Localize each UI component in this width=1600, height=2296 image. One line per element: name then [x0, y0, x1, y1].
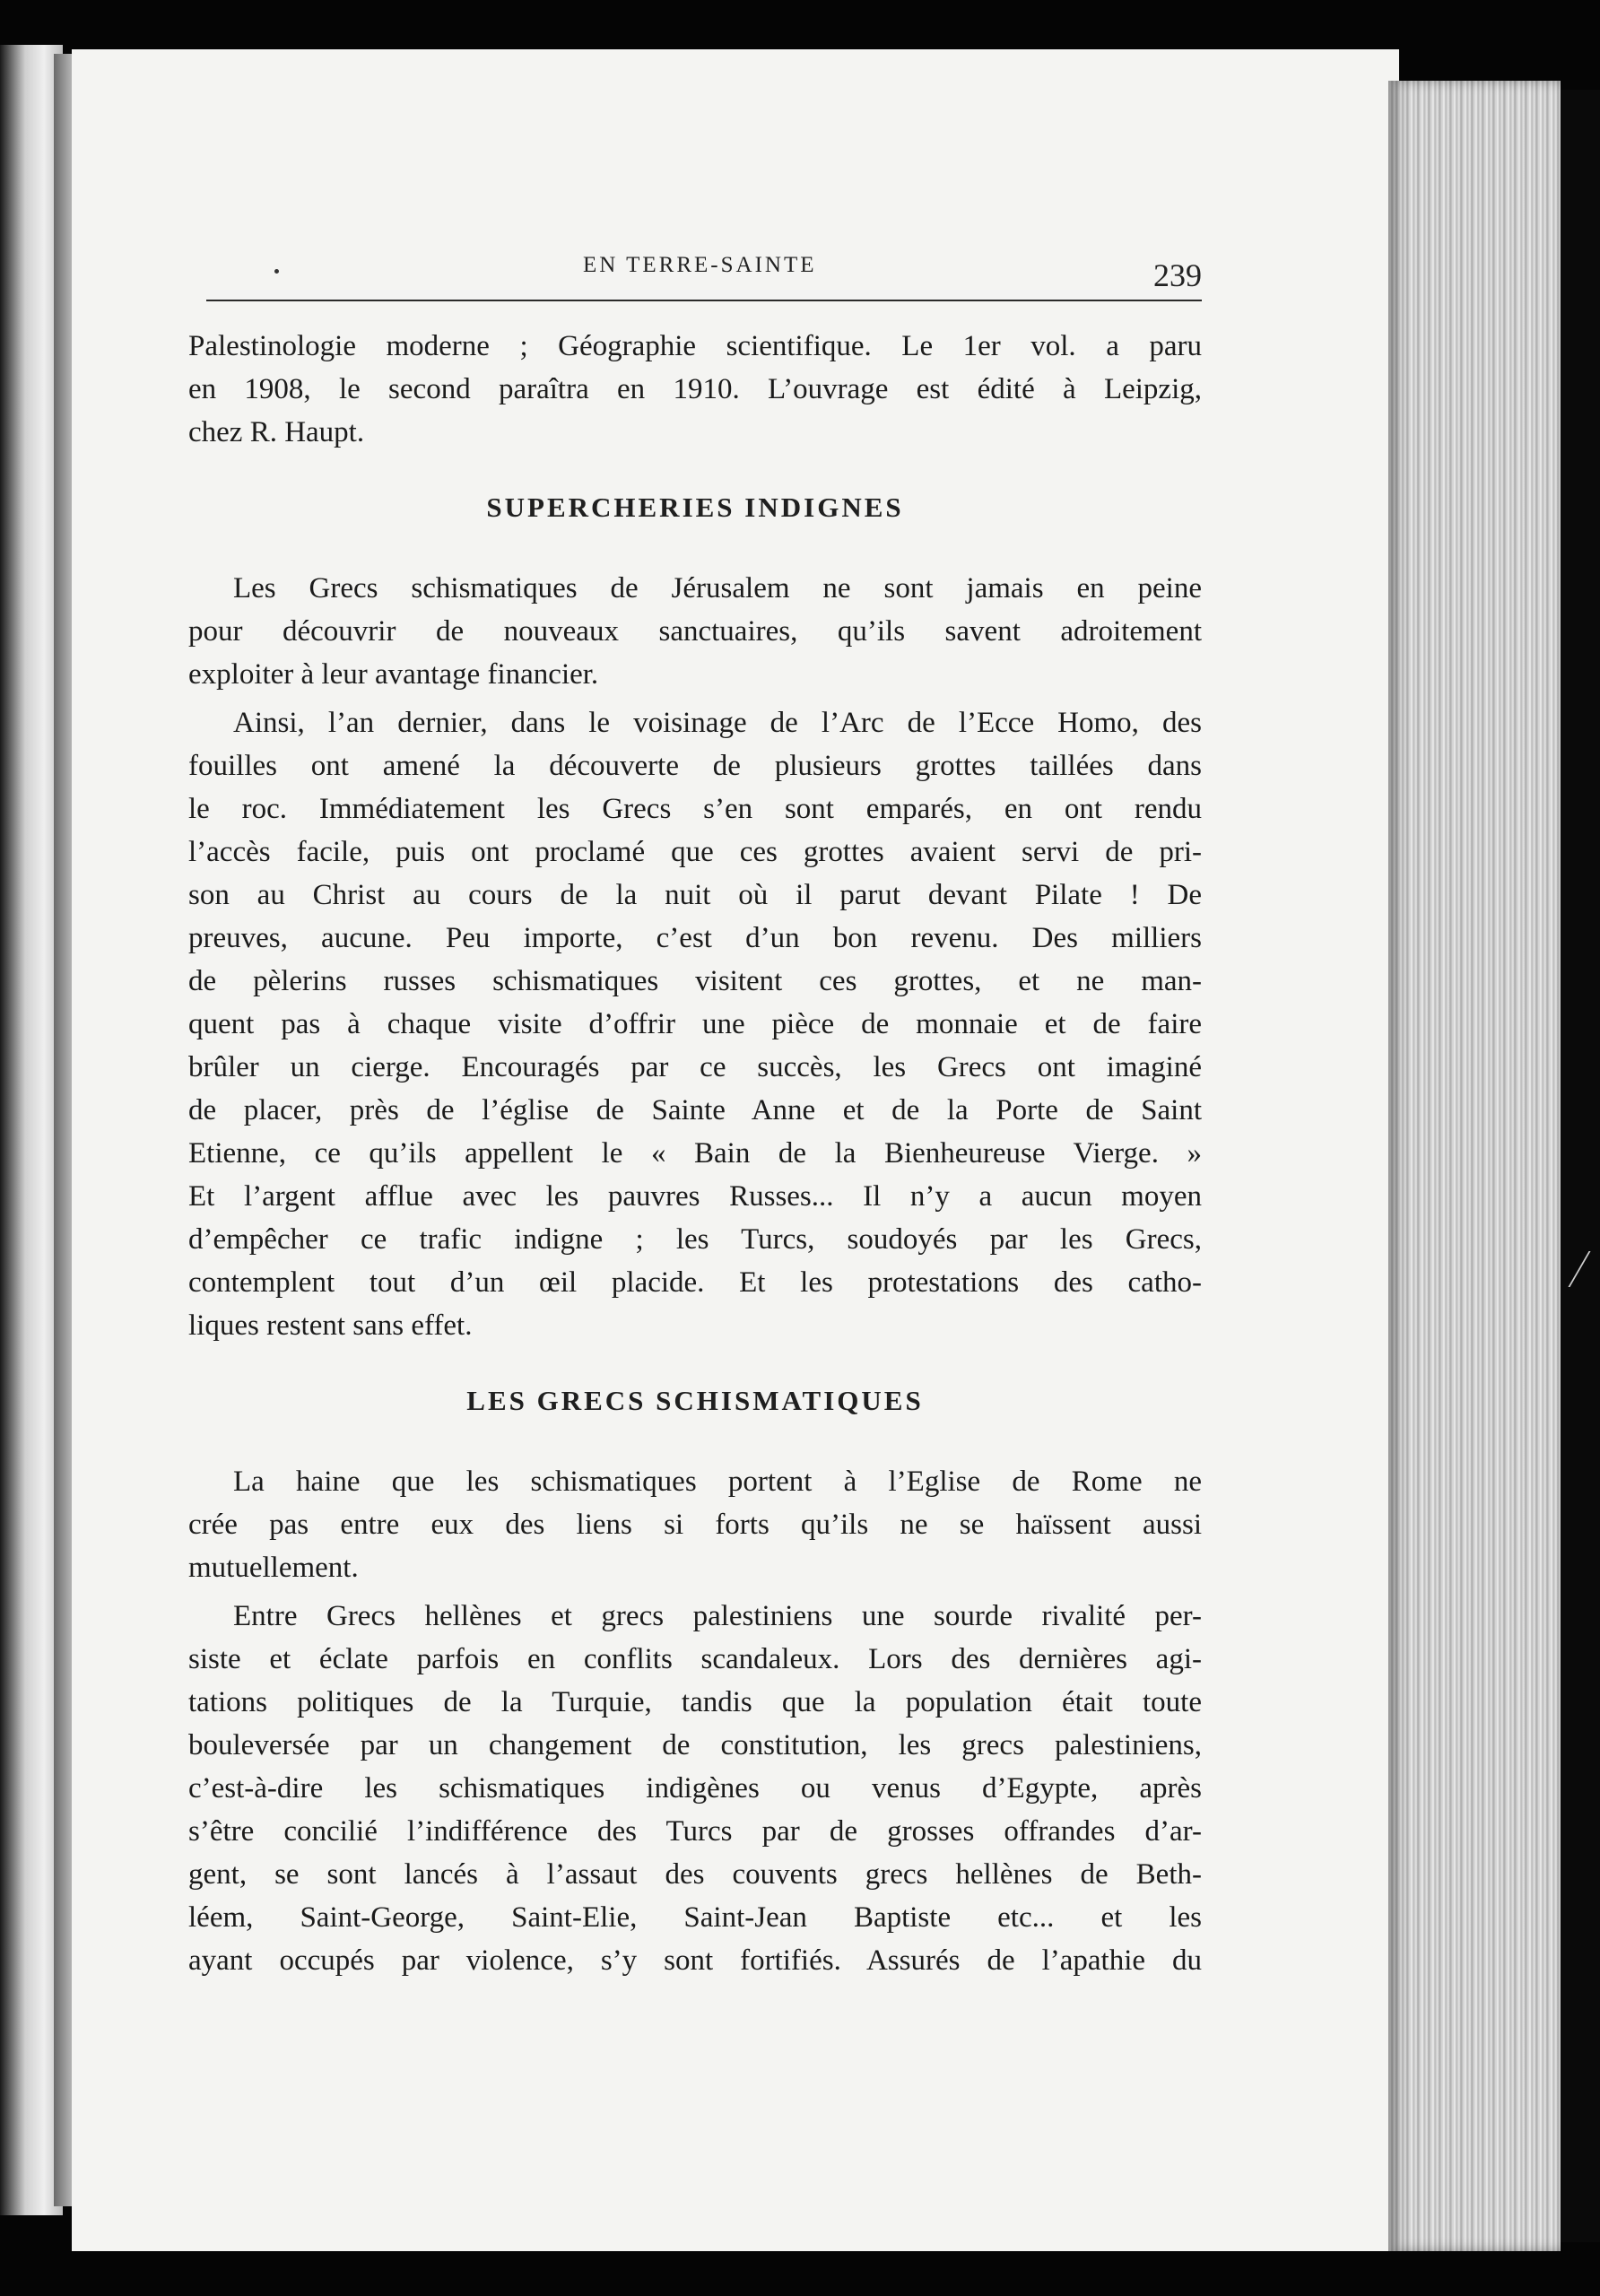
- text-line: c’est-à-dire les schismatiques indigènes ou venus d’Egypte, après: [188, 1772, 1202, 1805]
- text-line: mutuellement.: [188, 1552, 359, 1584]
- text-line: contemplent tout d’un œil placide. Et les protestations des catho-: [188, 1266, 1202, 1299]
- text-line: Et l’argent afflue avec les pauvres Russes... Il n’y a aucun moyen: [188, 1180, 1202, 1213]
- running-title: EN TERRE-SAINTE: [583, 253, 817, 277]
- text-line: Etienne, ce qu’ils appellent le « Bain de la Bienheureuse Vierge. »: [188, 1137, 1202, 1170]
- text-line: tations politiques de la Turquie, tandis que la population était toute: [188, 1686, 1202, 1718]
- text-line: liques restent sans effet.: [188, 1309, 473, 1342]
- section-title-supercheries: SUPERCHERIES INDIGNES: [486, 491, 904, 523]
- text-line: de placer, près de l’église de Sainte Anne et de la Porte de Saint: [188, 1094, 1202, 1126]
- text-line: ayant occupés par violence, s’y sont fortifiés. Assurés de l’apathie du: [188, 1944, 1202, 1977]
- text-line: Les Grecs schismatiques de Jérusalem ne sont jamais en peine: [233, 572, 1202, 604]
- text-line: de pèlerins russes schismatiques visitent ces grottes, et ne man-: [188, 965, 1202, 997]
- text-line: pour découvrir de nouveaux sanctuaires, qu’ils savent adroitement: [188, 615, 1202, 648]
- running-header: [206, 242, 1202, 305]
- text-line: d’empêcher ce trafic indigne ; les Turcs, soudoyés par les Grecs,: [188, 1223, 1202, 1256]
- page-stack-edge: [1388, 81, 1561, 2251]
- paragraph: [188, 1595, 1202, 1982]
- background-right: [1561, 90, 1600, 2242]
- header-rule: [206, 300, 1202, 301]
- text-line: chez R. Haupt.: [188, 416, 365, 448]
- text-line: Palestinologie moderne ; Géographie scientifique. Le 1er vol. a paru: [188, 330, 1202, 362]
- text-line: s’être concilié l’indifférence des Turcs par de grosses offrandes d’ar-: [188, 1815, 1202, 1848]
- page-number: 239: [1153, 257, 1202, 293]
- intro-paragraph: [188, 325, 1202, 454]
- text-line: l’accès facile, puis ont proclamé que ces grottes avaient servi de pri-: [188, 836, 1202, 868]
- paragraph: [188, 701, 1202, 1347]
- header-dot: [274, 269, 279, 274]
- text-line: fouilles ont amené la découverte de plusieurs grottes taillées dans: [188, 750, 1202, 782]
- text-line: le roc. Immédiatement les Grecs s’en sont emparés, en ont rendu: [188, 793, 1202, 825]
- text-line: en 1908, le second paraîtra en 1910. L’ouvrage est édité à Leipzig,: [188, 373, 1202, 405]
- text-line: crée pas entre eux des liens si forts qu’ils ne se haïssent aussi: [188, 1509, 1202, 1541]
- paragraph: [188, 567, 1202, 696]
- paragraph: [188, 1460, 1202, 1589]
- text-line: Entre Grecs hellènes et grecs palestiniens une sourde rivalité per-: [233, 1600, 1202, 1632]
- text-line: gent, se sont lancés à l’assaut des couvents grecs hellènes de Beth-: [188, 1858, 1202, 1891]
- text-line: La haine que les schismatiques portent à l’Eglise de Rome ne: [233, 1465, 1202, 1498]
- page-body: [188, 325, 1202, 1982]
- text-line: exploiter à leur avantage financier.: [188, 658, 599, 691]
- text-line: son au Christ au cours de la nuit où il parut devant Pilate ! De: [188, 879, 1202, 911]
- text-line: preuves, aucune. Peu importe, c’est d’un bon revenu. Des milliers: [188, 922, 1202, 954]
- text-line: brûler un cierge. Encouragés par ce succès, les Grecs ont imaginé: [188, 1051, 1202, 1083]
- section-title-grecs: LES GRECS SCHISMATIQUES: [466, 1385, 924, 1416]
- text-line: bouleversée par un changement de constitution, les grecs palestiniens,: [188, 1729, 1202, 1761]
- text-line: léem, Saint-George, Saint-Elie, Saint-Jean Baptiste etc... et les: [188, 1901, 1202, 1934]
- text-line: siste et éclate parfois en conflits scandaleux. Lors des dernières agi-: [188, 1643, 1202, 1675]
- text-line: quent pas à chaque visite d’offrir une pièce de monnaie et de faire: [188, 1008, 1202, 1040]
- text-line: Ainsi, l’an dernier, dans le voisinage de l’Arc de l’Ecce Homo, des: [233, 707, 1202, 739]
